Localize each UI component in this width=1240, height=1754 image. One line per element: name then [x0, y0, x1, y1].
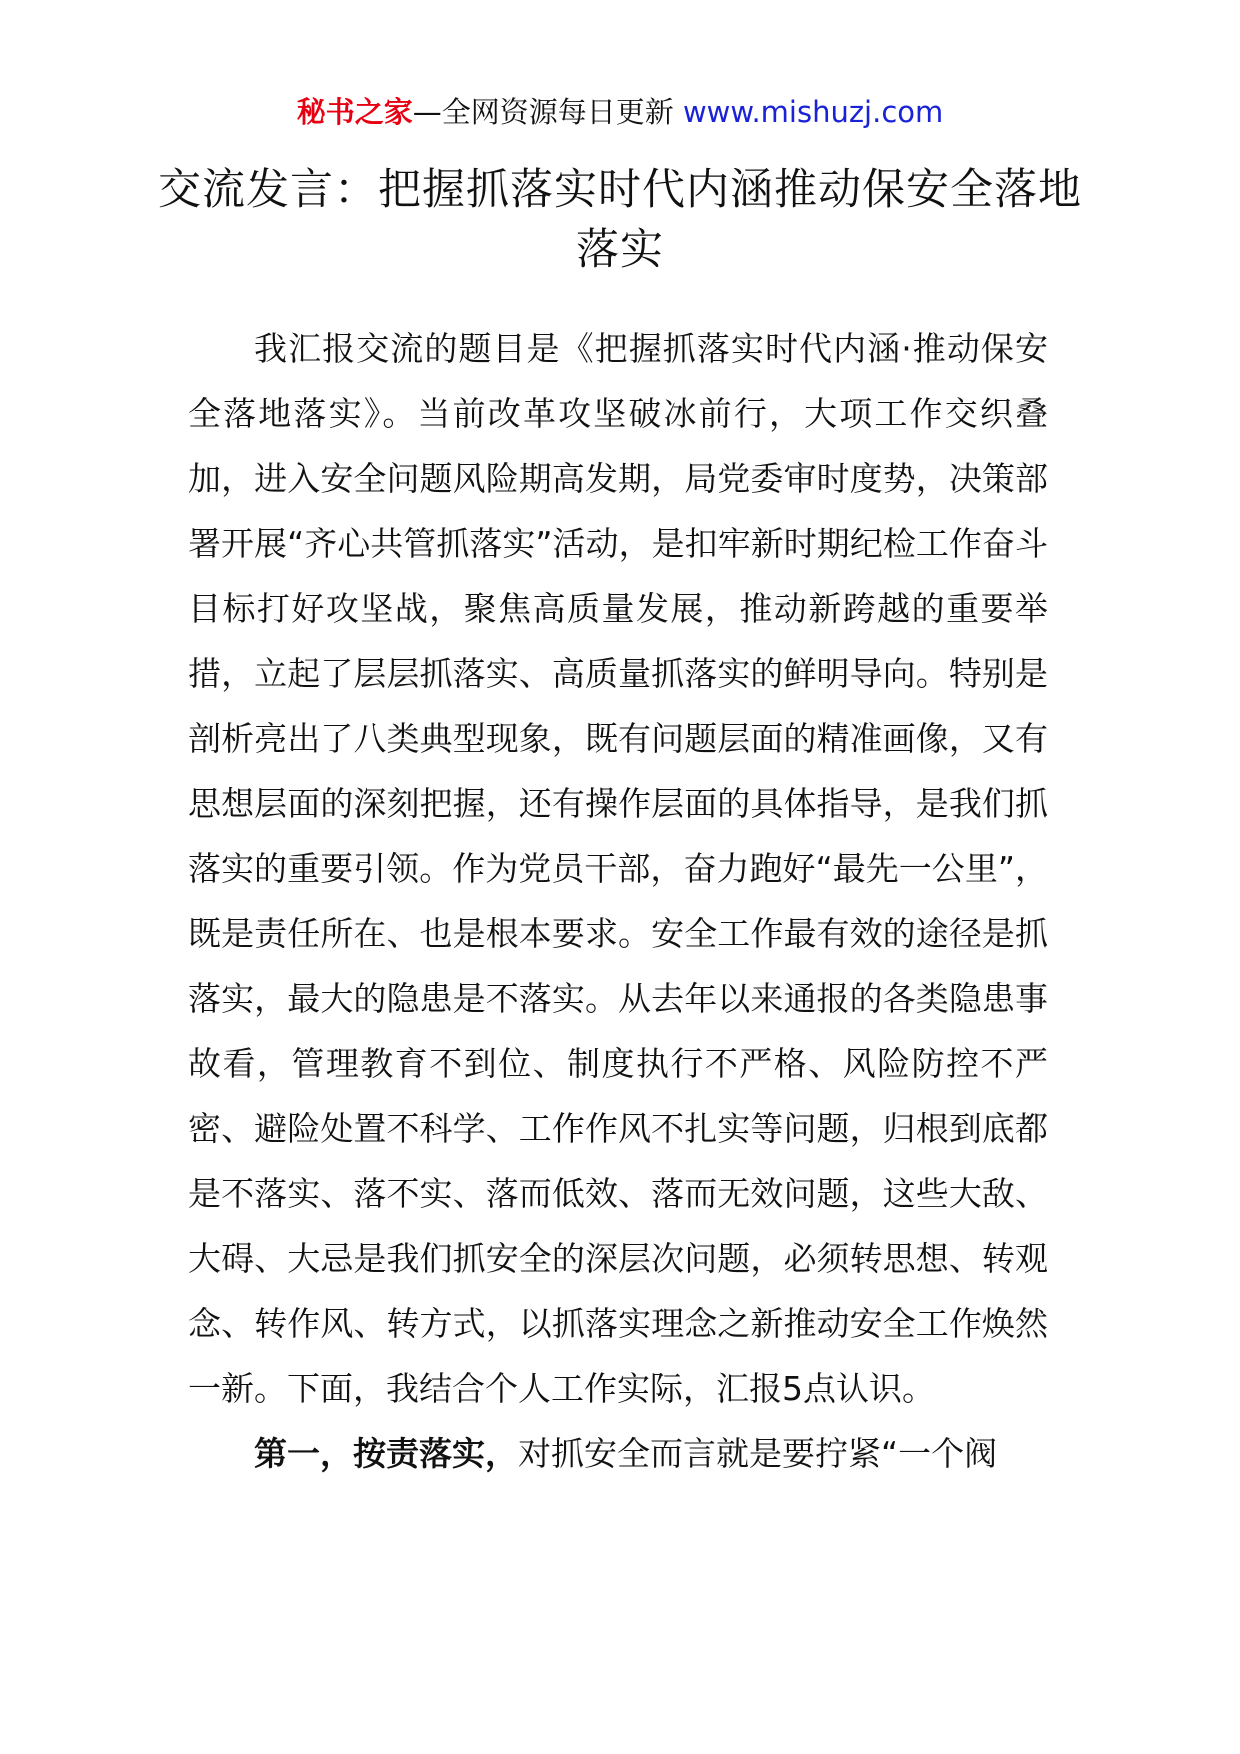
paragraph-intro: 我汇报交流的题目是《把握抓落实时代内涵·推动保安全落地落实》。当前改革攻坚破冰前行，大项工作交织叠加，进入安全问题风险期高发期，局党委审时度势，决策部署开展“齐心共管抓落实”活动，是扣牢新时期纪检工作奋斗目标打好攻坚战，聚焦高质量发展，推动新跨越的重要举措，立起了层层抓落实、高质量抓落实的鲜明导向。特别是剖析亮出了八类典型现象，既有问题层面的精准画像，又有思想层面的深刻把握，还有操作层面的具体指导，是我们抓落实的重要引领。作为党员干部，奋力跑好“最先一公里”，既是责任所在、也是根本要求。安全工作最有效的途径是抓落实，最大的隐患是不落实。从去年以来通报的各类隐患事故看，管理教育不到位、制度执行不严格、风险防控不严密、避险处置不科学、工作作风不扎实等问题，归根到底都是不落实、落不实、落而低效、落而无效问题，这些大敌、大碍、大忌是我们抓安全的深层次问题，必须转思想、转观念、转作风、转方式，以抓落实理念之新推动安全工作焕然一新。下面，我结合个人工作实际，汇报5点认识。 [188, 329, 1048, 1408]
document-body [188, 316, 1048, 1486]
header-tagline: —全网资源每日更新 [412, 95, 683, 129]
brand-name: 秘书之家 [296, 95, 413, 129]
paragraph-first-point [188, 1421, 1048, 1486]
paragraph-text: 对抓安全而言就是要拧紧“一个阀 [518, 1434, 998, 1473]
paragraph-lead: 第一，按责落实， [254, 1434, 518, 1473]
header-url-link[interactable]: www.mishuzj.com [682, 95, 944, 129]
document-title: 交流发言：把握抓落实时代内涵推动保安全落地落实 [158, 165, 1082, 275]
site-header [0, 92, 1240, 132]
